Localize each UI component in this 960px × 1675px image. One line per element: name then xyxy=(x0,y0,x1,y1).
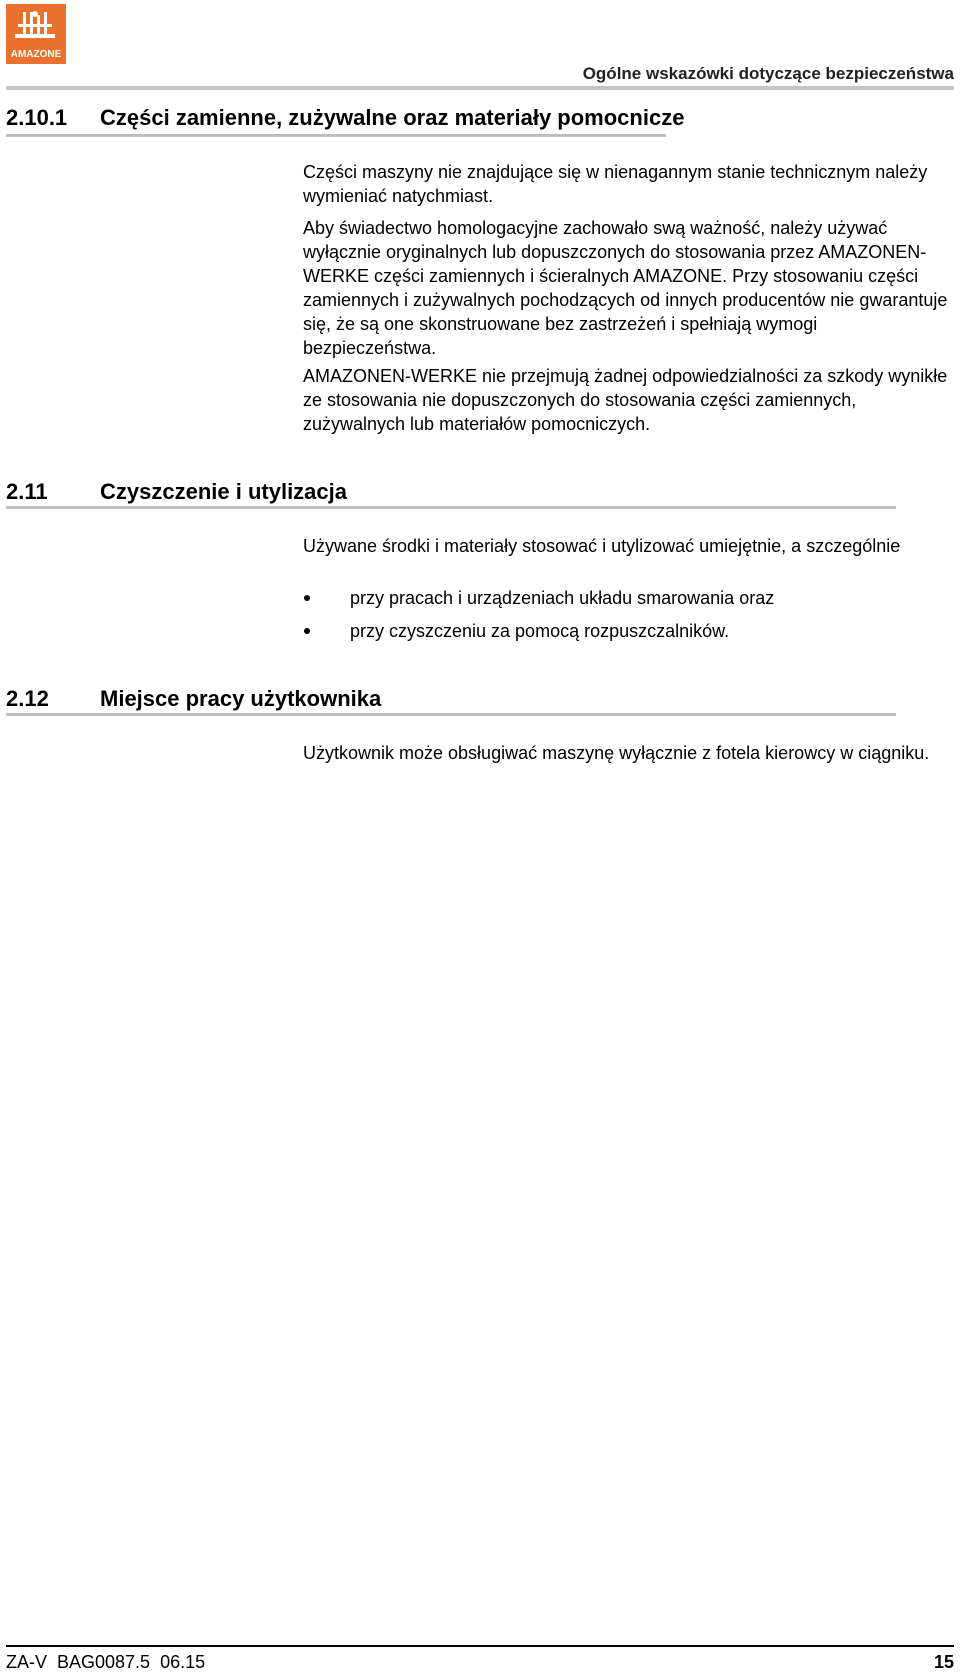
paragraph: AMAZONEN-WERKE nie przejmują żadnej odpowiedzialności za szkody wynikłe ze stosowania nie dopuszczonych do stosowania części zamiennych, zużywalnych lub materiałów pomocniczych. xyxy=(303,366,948,434)
section-number: 2.12 xyxy=(6,686,49,711)
bullet-list xyxy=(303,586,953,652)
section-number: 2.11 xyxy=(6,479,48,504)
section-number: 2.10.1 xyxy=(6,105,68,130)
list-item-text: przy czyszczeniu za pomocą rozpuszczalników. xyxy=(350,621,730,641)
section-title: Części zamienne, zużywalne oraz materiały pomocnicze xyxy=(100,105,685,130)
section-heading-rule xyxy=(6,506,896,509)
section-heading-rule xyxy=(6,713,896,716)
logo-wordmark: AMAZONE xyxy=(10,49,62,60)
section-title: Czyszczenie i utylizacja xyxy=(100,479,347,504)
amazone-logo xyxy=(6,4,66,64)
paragraph: Użytkownik może obsługiwać maszynę wyłącznie z fotela kierowcy w ciągniku. xyxy=(303,743,930,763)
list-item xyxy=(303,586,953,610)
header-divider xyxy=(6,86,954,90)
paragraph: Używane środki i materiały stosować i utylizować umiejętnie, a szczególnie xyxy=(303,536,901,556)
paragraph: Aby świadectwo homologacyjne zachowało swą ważność, należy używać wyłącznie oryginalnych lub dopuszczonych do stosowania przez AMAZONEN-WERKE części zamiennych i ścieralnych AMAZONE. Przy stosowaniu części zamiennych i zużywalnych pochodzących od innych producentów nie gwarantuje się, że są one skonstruowane bez zastrzeżeń i spełniają wymogi bezpieczeństwa. xyxy=(303,218,948,358)
page-number: 15 xyxy=(933,1652,954,1672)
document-code: ZA-V BAG0087.5 06.15 xyxy=(6,1652,206,1672)
footer-divider xyxy=(6,1645,954,1647)
list-item-text: przy pracach i urządzeniach układu smarowania oraz xyxy=(350,588,775,608)
bullet-dot xyxy=(304,595,310,601)
section-heading-rule xyxy=(6,134,666,137)
paragraph: Części maszyny nie znajdujące się w nienagannym stanie technicznym należy wymieniać natychmiast. xyxy=(303,162,928,206)
bullet-dot xyxy=(304,628,310,634)
section-title: Miejsce pracy użytkownika xyxy=(100,686,382,711)
list-item xyxy=(303,619,953,643)
running-header-title: Ogólne wskazówki dotyczące bezpieczeństwa xyxy=(582,64,954,83)
